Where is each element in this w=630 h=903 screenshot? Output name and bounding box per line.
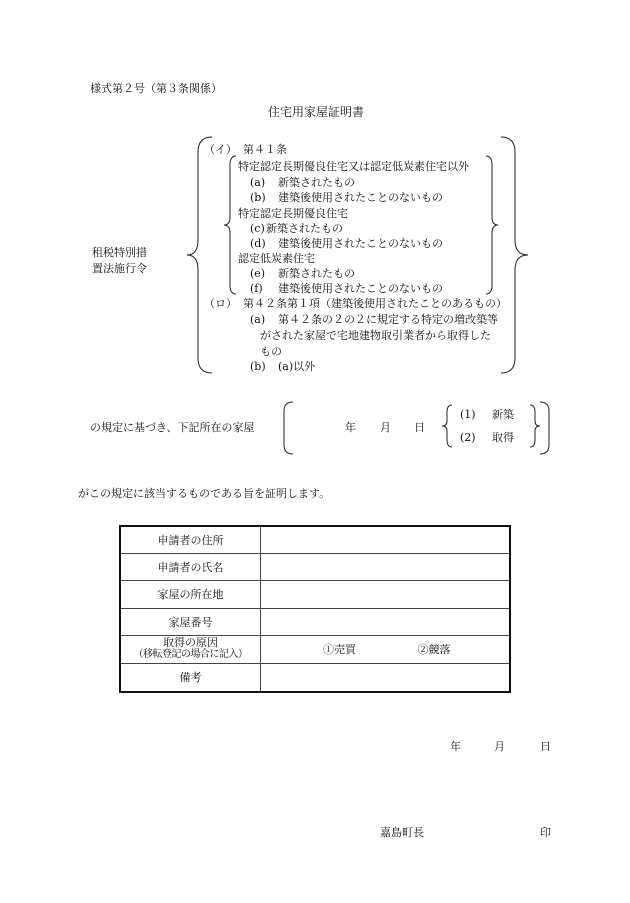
item-b-mark: (b) <box>250 191 266 204</box>
table-row <box>120 553 510 580</box>
applicant-name-field[interactable] <box>261 553 511 580</box>
basis-year-label: 年 <box>345 421 356 434</box>
seal-mark: 印 <box>540 826 551 839</box>
acquisition-reason-title: 取得の原因 <box>163 636 218 649</box>
applicant-name-label: 申請者の氏名 <box>120 553 261 580</box>
basis-text: の規定に基づき、下記所在の家屋 <box>90 421 255 434</box>
reason-option-sale[interactable]: ①売買 <box>323 643 356 656</box>
ro-item-a-mark: (a) <box>250 313 266 326</box>
option-2-label: 取得 <box>492 431 514 444</box>
ro-item-b-mark: (b) <box>250 360 266 373</box>
certify-text: がこの規定に該当するものである旨を証明します。 <box>78 487 331 500</box>
document-title: 住宅用家屋証明書 <box>268 105 365 119</box>
basis-right-bracket <box>538 401 552 455</box>
certificate-table <box>119 525 511 693</box>
item-a-text: 新築されたもの <box>278 176 355 189</box>
issue-day-label: 日 <box>540 740 551 753</box>
remarks-label: 備考 <box>120 663 261 692</box>
applicant-address-label: 申請者の住所 <box>120 526 261 553</box>
acquisition-reason-options <box>261 635 511 663</box>
options-left-brace <box>440 404 454 448</box>
ro-item-a-line-3: もの <box>260 345 282 358</box>
basis-day-label: 日 <box>414 421 425 434</box>
mayor-title: 嘉島町長 <box>380 826 424 839</box>
applicant-address-field[interactable] <box>261 526 511 553</box>
reason-option-auction[interactable]: ②競落 <box>417 643 451 656</box>
item-a-mark: (a) <box>250 176 266 189</box>
table-row <box>120 663 510 692</box>
inner-right-brace <box>484 155 500 295</box>
large-left-brace <box>186 136 216 374</box>
section-i-label: （イ） <box>204 143 237 156</box>
section-ro-article: 第４２条第１項（建築後使用されたことのあるもの） <box>243 297 507 310</box>
table-row <box>120 580 510 608</box>
ro-item-b-text: (a)以外 <box>278 360 316 373</box>
issue-year-label: 年 <box>450 740 461 753</box>
item-c-mark: (c) <box>250 222 265 235</box>
table-row <box>120 526 510 553</box>
law-name-line-2: 置法施行令 <box>92 262 147 275</box>
option-2-number: (2) <box>460 431 476 444</box>
basis-left-bracket <box>281 401 295 455</box>
item-f-mark: (f) <box>250 282 263 295</box>
section-i-article: 第４１条 <box>243 143 287 156</box>
ro-item-a-line-1: 第４２条の２の２に規定する特定の増改築等 <box>278 313 498 326</box>
option-1-number: (1) <box>460 408 476 421</box>
item-e-mark: (e) <box>250 267 266 280</box>
remarks-field[interactable] <box>261 663 511 692</box>
house-number-label: 家屋番号 <box>120 608 261 635</box>
form-number: 様式第２号（第３条関係） <box>90 82 222 95</box>
item-e-text: 新築されたもの <box>278 267 355 280</box>
item-d-text: 建築後使用されたことのないもの <box>278 237 443 250</box>
inner-left-brace <box>222 155 238 295</box>
table-row <box>120 635 510 663</box>
acquisition-reason-label <box>120 635 261 663</box>
group3-heading: 認定低炭素住宅 <box>238 252 315 265</box>
item-b-text: 建築後使用されたことのないもの <box>278 191 443 204</box>
item-d-mark: (d) <box>250 237 266 250</box>
issue-month-label: 月 <box>494 740 505 753</box>
large-right-brace <box>500 136 530 374</box>
law-name-line-1: 租税特別措 <box>92 246 147 259</box>
ro-item-a-line-2: がされた家屋で宅地建物取引業者から取得した <box>260 329 491 342</box>
section-ro-label: （ロ） <box>204 297 237 310</box>
group2-heading: 特定認定長期優良住宅 <box>238 207 348 220</box>
item-f-text: 建築後使用されたことのないもの <box>278 282 443 295</box>
table-row <box>120 608 510 635</box>
basis-month-label: 月 <box>380 421 391 434</box>
acquisition-reason-note: （移転登記の場合に記入） <box>133 649 248 660</box>
option-1-label: 新築 <box>492 408 514 421</box>
item-c-text: 新築されたもの <box>266 222 343 235</box>
house-location-field[interactable] <box>261 580 511 608</box>
group1-heading: 特定認定長期優良住宅又は認定低炭素住宅以外 <box>238 160 469 173</box>
house-location-label: 家屋の所在地 <box>120 580 261 608</box>
house-number-field[interactable] <box>261 608 511 635</box>
